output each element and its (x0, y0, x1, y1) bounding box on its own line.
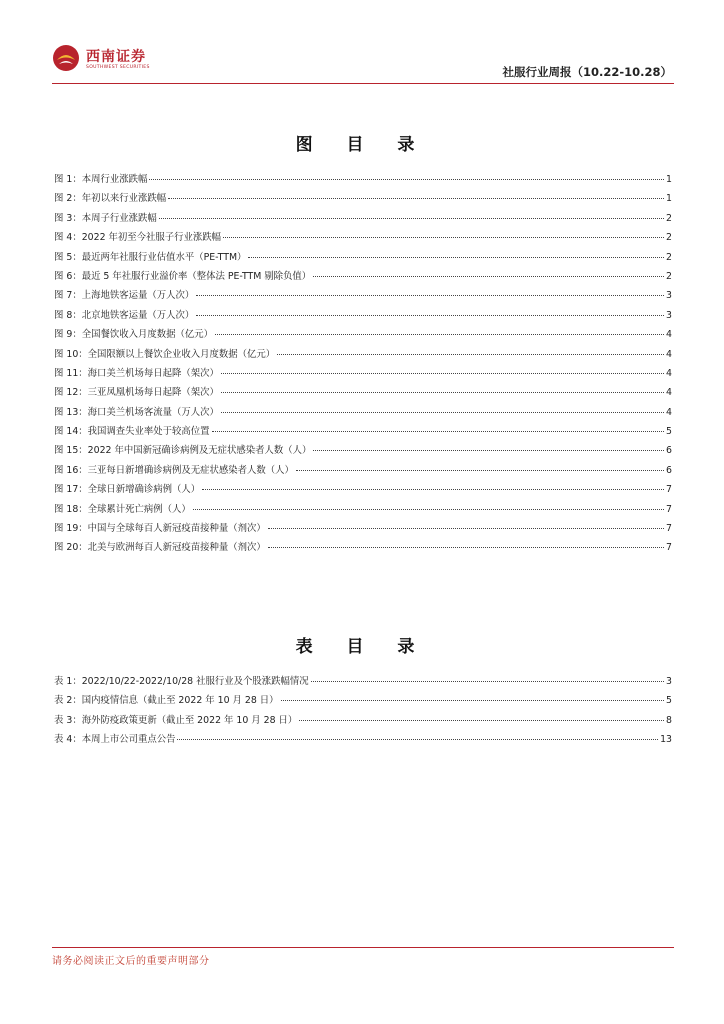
figure-toc-entry[interactable] (54, 210, 672, 229)
toc-dot-leader (215, 334, 664, 335)
figure-toc-entry[interactable] (54, 249, 672, 268)
table-toc-entry[interactable] (54, 712, 672, 731)
figures-toc-list (54, 171, 672, 559)
figure-toc-entry[interactable] (54, 346, 672, 365)
toc-dot-leader (177, 739, 658, 740)
toc-page-number: 2 (666, 251, 672, 263)
figure-toc-entry[interactable] (54, 442, 672, 461)
toc-page-number: 7 (666, 523, 672, 535)
toc-entry-label: 图 19：中国与全球每百人新冠疫苗接种量（剂次） (54, 523, 266, 535)
toc-page-number: 7 (666, 484, 672, 496)
table-toc-entry[interactable] (54, 731, 672, 750)
toc-entry-label: 图 10：全国限额以上餐饮企业收入月度数据（亿元） (54, 348, 276, 360)
figure-toc-entry[interactable] (54, 501, 672, 520)
tables-section-title: 表 目 录 (295, 637, 429, 657)
toc-page-number: 2 (666, 212, 672, 224)
toc-page-number: 3 (666, 290, 672, 302)
toc-dot-leader (193, 509, 664, 510)
figure-toc-entry[interactable] (54, 268, 672, 287)
toc-page-number: 4 (666, 367, 672, 379)
toc-page-number: 4 (666, 406, 672, 418)
toc-entry-label: 图 6：最近 5 年社服行业溢价率（整体法 PE-TTM 剔除负值） (54, 270, 312, 282)
toc-entry-label: 图 12：三亚凤凰机场每日起降（架次） (54, 387, 219, 399)
toc-page-number: 7 (666, 542, 672, 554)
toc-entry-label: 图 20：北美与欧洲每百人新冠疫苗接种量（剂次） (54, 542, 266, 554)
toc-page-number: 4 (666, 329, 672, 341)
toc-dot-leader (299, 720, 664, 721)
toc-entry-label: 图 11：海口美兰机场每日起降（架次） (54, 367, 219, 379)
figure-toc-entry[interactable] (54, 481, 672, 500)
table-toc-entry[interactable] (54, 692, 672, 711)
toc-page-number: 5 (666, 426, 672, 438)
toc-entry-label: 表 1：2022/10/22-2022/10/28 社服行业及个股涨跌幅情况 (54, 676, 309, 687)
toc-page-number: 3 (666, 676, 672, 687)
toc-dot-leader (159, 218, 664, 219)
toc-page-number: 6 (666, 464, 672, 476)
toc-dot-leader (221, 373, 664, 374)
toc-dot-leader (311, 681, 664, 682)
toc-entry-label: 图 3：本周子行业涨跌幅 (54, 212, 157, 224)
toc-page-number: 2 (666, 270, 672, 282)
table-toc-entry[interactable] (54, 673, 672, 692)
logo-emblem-icon (52, 44, 80, 72)
toc-dot-leader (212, 431, 664, 432)
toc-dot-leader (281, 700, 664, 701)
toc-entry-label: 图 9：全国餐饮收入月度数据（亿元） (54, 329, 213, 341)
toc-entry-label: 图 4：2022 年初至今社服子行业涨跌幅 (54, 232, 222, 244)
report-title: 社服行业周报（10.22-10.28） (502, 65, 672, 79)
toc-dot-leader (268, 547, 664, 548)
figure-toc-entry[interactable] (54, 365, 672, 384)
toc-dot-leader (248, 257, 664, 258)
toc-page-number: 4 (666, 387, 672, 399)
toc-entry-label: 图 8：北京地铁客运量（万人次） (54, 309, 195, 321)
toc-entry-label: 图 13：海口美兰机场客流量（万人次） (54, 406, 219, 418)
figure-toc-entry[interactable] (54, 171, 672, 190)
toc-dot-leader (149, 179, 664, 180)
toc-page-number: 6 (666, 445, 672, 457)
footer-divider (52, 947, 674, 948)
toc-entry-label: 表 2：国内疫情信息（截止至 2022 年 10 月 28 日） (54, 695, 279, 707)
toc-entry-label: 表 4：本周上市公司重点公告 (54, 734, 176, 746)
toc-entry-label: 图 1：本周行业涨跌幅 (54, 174, 148, 185)
toc-page-number: 2 (666, 232, 672, 244)
toc-entry-label: 图 15：2022 年中国新冠确诊病例及无症状感染者人数（人） (54, 445, 312, 457)
toc-dot-leader (296, 470, 664, 471)
toc-page-number: 8 (666, 714, 672, 726)
figure-toc-entry[interactable] (54, 404, 672, 423)
toc-dot-leader (223, 237, 664, 238)
header-divider (52, 83, 674, 84)
toc-dot-leader (202, 489, 664, 490)
logo-name: 西南证券 (86, 49, 146, 65)
toc-entry-label: 图 7：上海地铁客运量（万人次） (54, 290, 195, 302)
tables-toc-list (54, 673, 672, 751)
figure-toc-entry[interactable] (54, 462, 672, 481)
toc-dot-leader (313, 276, 664, 277)
figure-toc-entry[interactable] (54, 326, 672, 345)
figure-toc-entry[interactable] (54, 423, 672, 442)
toc-page-number: 13 (660, 734, 672, 746)
toc-page-number: 1 (666, 193, 672, 205)
footer-disclaimer: 请务必阅读正文后的重要声明部分 (52, 956, 210, 967)
figure-toc-entry[interactable] (54, 539, 672, 558)
toc-entry-label: 图 17：全球日新增确诊病例（人） (54, 484, 201, 496)
figure-toc-entry[interactable] (54, 520, 672, 539)
figure-toc-entry[interactable] (54, 190, 672, 209)
toc-dot-leader (196, 295, 664, 296)
toc-dot-leader (277, 354, 664, 355)
toc-page-number: 5 (666, 695, 672, 707)
toc-dot-leader (196, 315, 664, 316)
figure-toc-entry[interactable] (54, 287, 672, 306)
toc-page-number: 4 (666, 348, 672, 360)
figure-toc-entry[interactable] (54, 307, 672, 326)
toc-dot-leader (313, 450, 664, 451)
page-header (52, 38, 674, 82)
toc-entry-label: 图 2：年初以来行业涨跌幅 (54, 193, 167, 205)
toc-page-number: 3 (666, 309, 672, 321)
toc-entry-label: 图 18：全球累计死亡病例（人） (54, 503, 191, 515)
figure-toc-entry[interactable] (54, 229, 672, 248)
toc-dot-leader (268, 528, 664, 529)
figure-toc-entry[interactable] (54, 384, 672, 403)
toc-dot-leader (168, 198, 664, 199)
toc-dot-leader (221, 412, 664, 413)
toc-dot-leader (221, 392, 664, 393)
toc-page-number: 1 (666, 174, 672, 185)
toc-entry-label: 表 3：海外防疫政策更新（截止至 2022 年 10 月 28 日） (54, 714, 298, 726)
figures-section-title: 图 目 录 (295, 135, 429, 155)
logo-subtitle: SOUTHWEST SECURITIES (86, 65, 150, 70)
toc-page-number: 7 (666, 503, 672, 515)
toc-entry-label: 图 16：三亚每日新增确诊病例及无症状感染者人数（人） (54, 464, 294, 476)
toc-entry-label: 图 5：最近两年社服行业估值水平（PE-TTM） (54, 251, 247, 263)
toc-entry-label: 图 14：我国调查失业率处于较高位置 (54, 426, 210, 438)
